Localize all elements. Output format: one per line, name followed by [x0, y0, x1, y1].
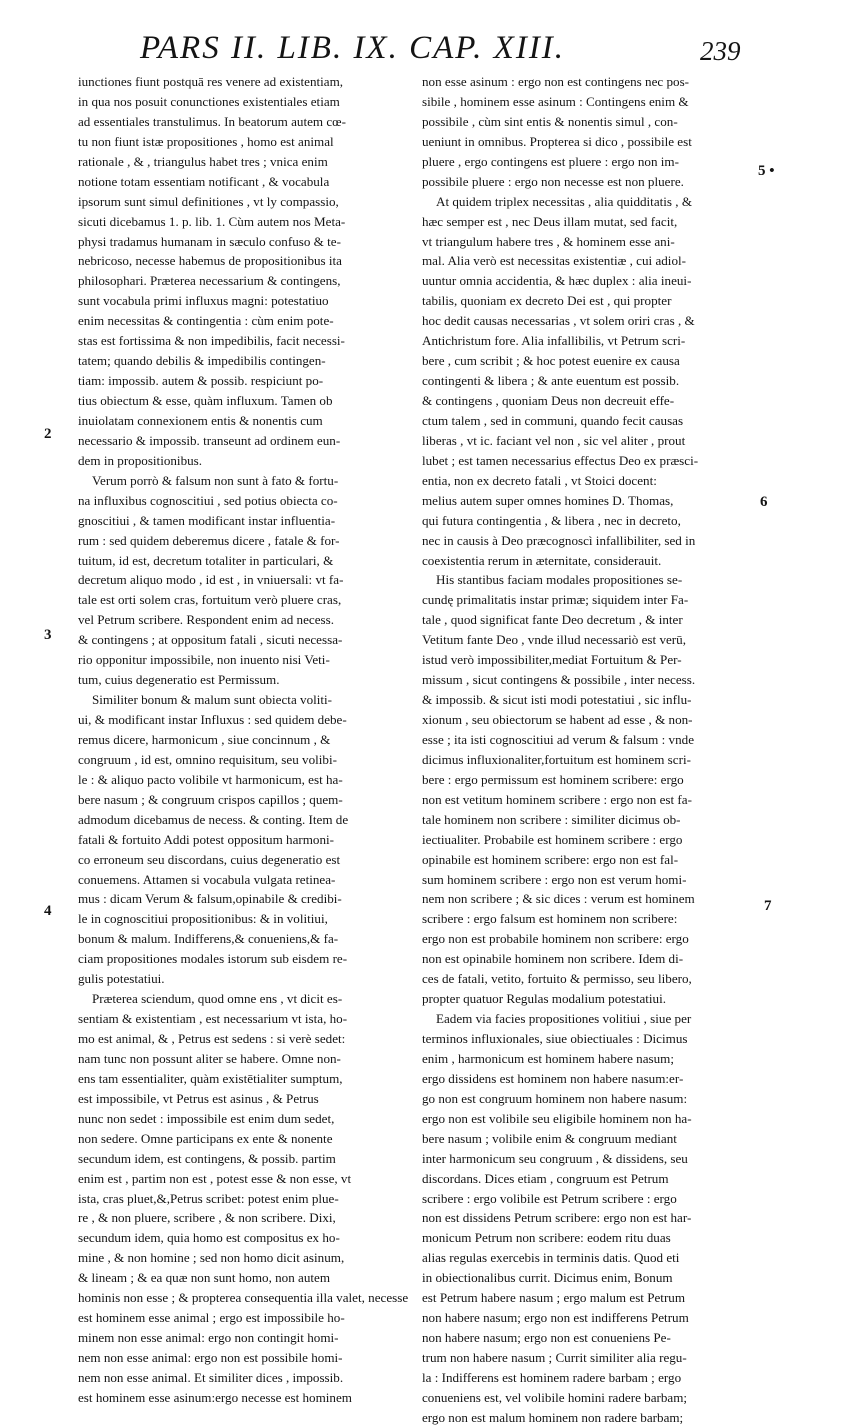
- text-line: uuntur omnia accidentia, & hæc duplex : alia ineui-: [422, 273, 692, 289]
- text-line: enim , harmonicum est hominem habere nasum;: [422, 1050, 674, 1066]
- text-line: go non est congruum hominem non habere nasum:: [422, 1090, 688, 1106]
- text-line: rio opponitur impossibile, non inuento nisi Veti-: [78, 652, 330, 668]
- text-line: mine , & non homine ; sed non homo dicit asinum,: [78, 1250, 345, 1266]
- text-line: possibile pluere : ergo non necesse est non pluere.: [422, 173, 684, 189]
- text-line: ergo non est probabile hominem non scribere: ergo: [422, 931, 689, 947]
- text-line: & impossib. & sicut isti modi potestatiui , sic influ-: [422, 692, 692, 708]
- text-line: Vetitum fante Deo , vnde illud necessariò est verū,: [422, 632, 686, 648]
- text-line: sibile , hominem esse asinum : Contingens enim &: [422, 93, 689, 109]
- text-line: inuiolatam connexionem entis & nonentis cum: [78, 412, 323, 428]
- text-line: est impossibile, vt Petrus est asinus , & Petrus: [78, 1090, 319, 1106]
- text-line: tabilis, quoniam ex decreto Dei est , qui propter: [422, 293, 672, 309]
- text-line: ergo non est volibile seu eligibile hominem non ha-: [422, 1110, 692, 1126]
- text-line: scribere : ergo volibile est Petrum scribere : ergo: [422, 1190, 677, 1206]
- text-line: re , & non pluere, scribere , & non scribere. Dixi,: [78, 1210, 336, 1226]
- text-line: mo est animal, & , Petrus est sedens : si verè sedet:: [78, 1031, 346, 1046]
- text-line: est hominem esse animal ; ergo est impossibile ho-: [78, 1310, 345, 1326]
- text-line: sum hominem scribere : ergo non est verum homi-: [422, 871, 687, 887]
- text-line: admodum dicebamus de necess. & conting. Item de: [78, 811, 349, 827]
- text-line: propter quatuor Regulas modalium potestatiui.: [422, 991, 667, 1007]
- text-line: His stantibus faciam modales propositiones se-: [436, 572, 683, 588]
- text-line: iectiualiter. Probabile est hominem scribere : ergo: [422, 831, 683, 847]
- text-line: non est dissidens Petrum scribere: ergo non est har-: [422, 1210, 692, 1226]
- text-line: ueniunt in omnibus. Propterea si dico , possibile est: [422, 133, 692, 149]
- text-line: terminos influxionales, siue obiectiuales : Dicimus: [422, 1031, 688, 1046]
- text-line: nec in causis à Deo præcognoscì infallibiliter, sed in: [422, 532, 696, 548]
- text-line: ui, & modificant instar Influxus : sed quidem debe-: [78, 712, 347, 727]
- text-line: bonum & malum. Indifferens,& conueniens,& fa-: [78, 931, 339, 947]
- text-line: bere nasum ; volibile enim & congruum mediant: [422, 1130, 677, 1146]
- text-line: fatali & fortuito Addi potest oppositum harmoni-: [78, 831, 335, 847]
- text-line: vt triangulum habere tres , & hominem esse ani-: [422, 233, 675, 249]
- text-line: tale , quod significat fante Deo decretum , & inter: [422, 612, 683, 628]
- text-line: na influxibus cognoscitiui , sed potius obiecta co-: [78, 492, 338, 508]
- text-line: cundę primalitatis instar primæ; siquidem inter Fa-: [422, 592, 689, 608]
- text-line: sunt vocabula primi influxus magni: potestatiuo: [78, 293, 329, 309]
- text-line: pluere , ergo contingens est pluere : ergo non im-: [422, 153, 679, 169]
- margin-number-6: 6: [760, 494, 768, 510]
- text-line: est Petrum habere nasum ; ergo malum est Petrum: [422, 1290, 686, 1306]
- text-line: sicuti dicebamus 1. p. lib. 1. Cùm autem nos Meta-: [78, 213, 346, 229]
- text-line: rum : sed quidem deberemus dicere , fatale & for-: [78, 532, 340, 548]
- text-line: ciam propositiones modales istorum sub eisdem re-: [78, 951, 348, 967]
- text-line: scribere : ergo falsum est hominem non scribere:: [422, 911, 678, 927]
- text-line: tu non fiunt istæ propositiones , homo est animal: [78, 133, 334, 149]
- text-line: hoc dedit causas necessarias , vt solem oriri cras , &: [422, 313, 695, 329]
- text-line: istud verò impossibiliter,mediat Fortuitum & Per-: [422, 652, 682, 668]
- text-line: Præterea sciendum, quod omne ens , vt dicit es-: [92, 991, 343, 1007]
- text-line: inter harmonicum seu congruum , & dissidens, seu: [422, 1150, 688, 1166]
- text-line: ergo non est malum hominem non radere barbam;: [422, 1409, 684, 1425]
- margin-number-3: 3: [44, 627, 52, 643]
- right-text-column: [422, 72, 758, 1428]
- text-line: Eadem via facies propositiones volitiui , siue per: [436, 1011, 692, 1027]
- text-line: in obiectionalibus currit. Dicimus enim, Bonum: [422, 1270, 673, 1286]
- margin-number-7: 7: [764, 898, 772, 914]
- text-line: nem non esse animal. Et similiter dices , impossib.: [78, 1369, 344, 1385]
- text-line: congruum , id est, omnino requisitum, seu volibi-: [78, 751, 337, 767]
- text-line: secundum idem, quia homo est compositus ex ho-: [78, 1230, 340, 1246]
- text-line: Antichristum fore. Alia infallibilis, vt Petrum scri-: [422, 333, 686, 349]
- text-line: & contingens ; at oppositum fatali , sicuti necessa-: [78, 632, 343, 648]
- text-line: non habere nasum; ergo non est conueniens Pe-: [422, 1330, 671, 1346]
- text-line: enim est , partim non est , potest esse & non esse, vt: [78, 1170, 352, 1186]
- text-line: le in cognoscitiui propositionibus: & in volitiui,: [78, 911, 328, 927]
- text-line: la : Indifferens est hominem radere barbam ; ergo: [422, 1369, 682, 1385]
- text-line: alias regulas exercebis in terminis datis. Quod eti: [422, 1250, 680, 1266]
- text-line: entia, non ex decreto fatali , vt Stoici docent:: [422, 472, 657, 488]
- margin-number-2: 2: [44, 426, 52, 442]
- text-line: ista, cras pluet,&,Petrus scribet: potest enim plue-: [78, 1190, 339, 1206]
- text-line: lubet ; est tamen necessarius effectus Deo ex præsci-: [422, 452, 699, 468]
- text-line: nam tunc non possunt aliter se habere. Omne non-: [78, 1050, 341, 1066]
- text-line: decretum aliquo modo , id est , in vniuersali: vt fa-: [78, 572, 344, 588]
- text-line: mal. Alia verò est necessitas existentiæ , cui adiol-: [422, 253, 686, 269]
- text-line: tale est orti solem cras, fortuitum verò pluere cras,: [78, 592, 342, 608]
- text-line: coexistentia rerum in æternitate, considerauit.: [422, 552, 662, 568]
- text-line: iunctiones fiunt postquā res venere ad existentiam,: [78, 74, 344, 89]
- text-line: trum non habere nasum ; Currit similiter alia regu-: [422, 1350, 687, 1365]
- page-number: 239: [700, 36, 741, 66]
- text-line: possibile , cùm sint entis & nonentis simul , con-: [422, 113, 678, 129]
- text-line: minem non esse animal: ergo non contingit homi-: [78, 1330, 339, 1346]
- text-line: non est vetitum hominem scribere : ergo non est fa-: [422, 791, 692, 807]
- text-line: physi tradamus humanam in sæculo confuso & te-: [78, 233, 341, 249]
- text-line: nunc non sedet : impossibile est enim dum sedet,: [78, 1110, 335, 1126]
- text-line: sentiam & existentiam , est necessarium vt ista, ho-: [78, 1011, 348, 1027]
- text-line: nem non scribere ; & sic dices : verum est hominem: [422, 891, 695, 907]
- text-line: conueniens est, vel volibile homini radere barbam;: [422, 1389, 688, 1405]
- text-line: remus dicere, harmonicum , siue concinnum , &: [78, 731, 331, 747]
- text-line: missum , sicut contingens & possibile , inter necess.: [422, 672, 696, 688]
- text-line: le : & aliquo pacto volibile vt harmonicum, est ha-: [78, 771, 343, 787]
- text-line: rationale , & , triangulus habet tres ; vnica enim: [78, 153, 328, 169]
- text-line: ens tam essentialiter, quàm existētialiter sumptum,: [78, 1070, 343, 1086]
- text-line: dicimus influxionaliter,fortuitum est hominem scri-: [422, 751, 691, 767]
- margin-number-5: 5 •: [758, 163, 775, 179]
- margin-number-4: 4: [44, 903, 52, 919]
- text-line: vel Petrum scribere. Respondent enim ad necess.: [78, 612, 334, 628]
- text-line: At quidem triplex necessitas , alia quidditatis , &: [436, 193, 693, 209]
- text-line: gnoscitiui , & tamen modificant instar influentia-: [78, 512, 336, 528]
- text-line: opinabile est hominem scribere: ergo non est fal-: [422, 851, 679, 867]
- text-line: xionum , seu obiectorum se habent ad esse , & non-: [422, 712, 693, 727]
- text-line: gulis potestatiui.: [78, 971, 165, 987]
- running-header: PARS II. LIB. IX. CAP. XIII.: [140, 30, 566, 66]
- text-line: qui futura contingentia , & libera , nec in decreto,: [422, 512, 681, 528]
- text-line: ctum talem , sed in communi, quando fecit causas: [422, 412, 684, 428]
- left-text-column: [78, 72, 414, 1408]
- text-line: melius autem super omnes homines D. Thomas,: [422, 492, 674, 508]
- text-line: tuitum, id est, decretum totaliter in particulari, &: [78, 552, 334, 568]
- text-line: stas est fortissima & non impedibilis, facit necessi-: [78, 333, 345, 349]
- text-line: liberas , vt ic. faciant vel non , sic vel aliter , prout: [422, 432, 686, 448]
- text-line: enim necessitas & contingentia : cùm enim pote-: [78, 313, 334, 329]
- text-line: non sedere. Omne participans ex ente & nonente: [78, 1130, 333, 1146]
- text-line: secundum idem, est contingens, & possib. partim: [78, 1150, 336, 1166]
- text-line: contingenti & libera ; & ante euentum est possib.: [422, 373, 680, 389]
- text-line: Similiter bonum & malum sunt obiecta voliti-: [92, 692, 333, 708]
- text-line: esse ; ita isti cognoscitiui ad verum & falsum : vnde: [422, 731, 695, 747]
- text-line: discordans. Dices etiam , congruum est Petrum: [422, 1170, 669, 1186]
- text-line: hæc semper est , nec Deus illam mutat, sed facit,: [422, 213, 678, 229]
- text-line: tius obiectum & esse, quàm influxum. Tamen ob: [78, 393, 333, 408]
- text-line: necessario & impossib. transeunt ad ordinem eun-: [78, 432, 341, 448]
- text-line: notione totam essentiam notificant , & vocabula: [78, 173, 330, 189]
- text-line: hominis non esse ; & propterea consequentia illa valet, necesse: [78, 1290, 409, 1306]
- text-line: tatem; quando debilis & impedibilis contingen-: [78, 353, 326, 369]
- text-line: ipsorum sunt simul definitiones , vt ly compassio,: [78, 193, 339, 209]
- text-line: est hominem esse asinum:ergo necesse est hominem: [78, 1389, 352, 1405]
- text-line: bere , cum scribit ; & hoc potest euenire ex causa: [422, 353, 680, 369]
- text-line: mus : dicam Verum & falsum,opinabile & credibi-: [78, 891, 342, 907]
- text-line: ad essentiales transtulimus. In beatorum autem cœ-: [78, 113, 346, 129]
- text-line: & contingens , quoniam Deus non decreuit effe-: [422, 393, 675, 408]
- text-line: dem in propositionibus.: [78, 452, 203, 468]
- text-line: tiam: impossib. autem & possib. respiciunt po-: [78, 373, 324, 389]
- text-line: non esse asinum : ergo non est contingens nec pos-: [422, 74, 690, 89]
- text-line: nebricoso, necesse habemus de propositionibus ita: [78, 253, 342, 269]
- text-line: non habere nasum; ergo non est indifferens Petrum: [422, 1310, 689, 1326]
- text-line: co erroneum seu discordans, cuius degeneratio est: [78, 851, 341, 867]
- text-line: tale hominem non scribere : similiter dicimus ob-: [422, 811, 681, 827]
- text-line: & lineam ; & ea quæ non sunt homo, non autem: [78, 1270, 331, 1286]
- text-line: ces de fatali, vetito, fortuito & permisso, seu libero,: [422, 971, 692, 987]
- text-line: in qua nos posuit conunctiones existentiales etiam: [78, 93, 340, 109]
- text-line: bere nasum ; & congruum crispos capillos ; quem-: [78, 791, 343, 807]
- text-line: non est opinabile hominem non scribere. Idem di-: [422, 951, 684, 967]
- text-line: philosophari. Præterea necessarium & contingens,: [78, 273, 341, 289]
- text-line: ergo dissidens est hominem non habere nasum:er-: [422, 1070, 684, 1086]
- text-line: tum, cuius degeneratio est Permissum.: [78, 672, 280, 688]
- text-line: nem non esse animal: ergo non est possibile homi-: [78, 1350, 343, 1365]
- text-line: monicum Petrum non scribere: eodem ritu duas: [422, 1230, 671, 1246]
- text-line: conuemens. Attamen si vocabula vulgata retinea-: [78, 871, 336, 887]
- text-line: Verum porrò & falsum non sunt à fato & fortu-: [92, 472, 339, 488]
- text-line: bere : ergo permissum est hominem scribere: ergo: [422, 771, 684, 787]
